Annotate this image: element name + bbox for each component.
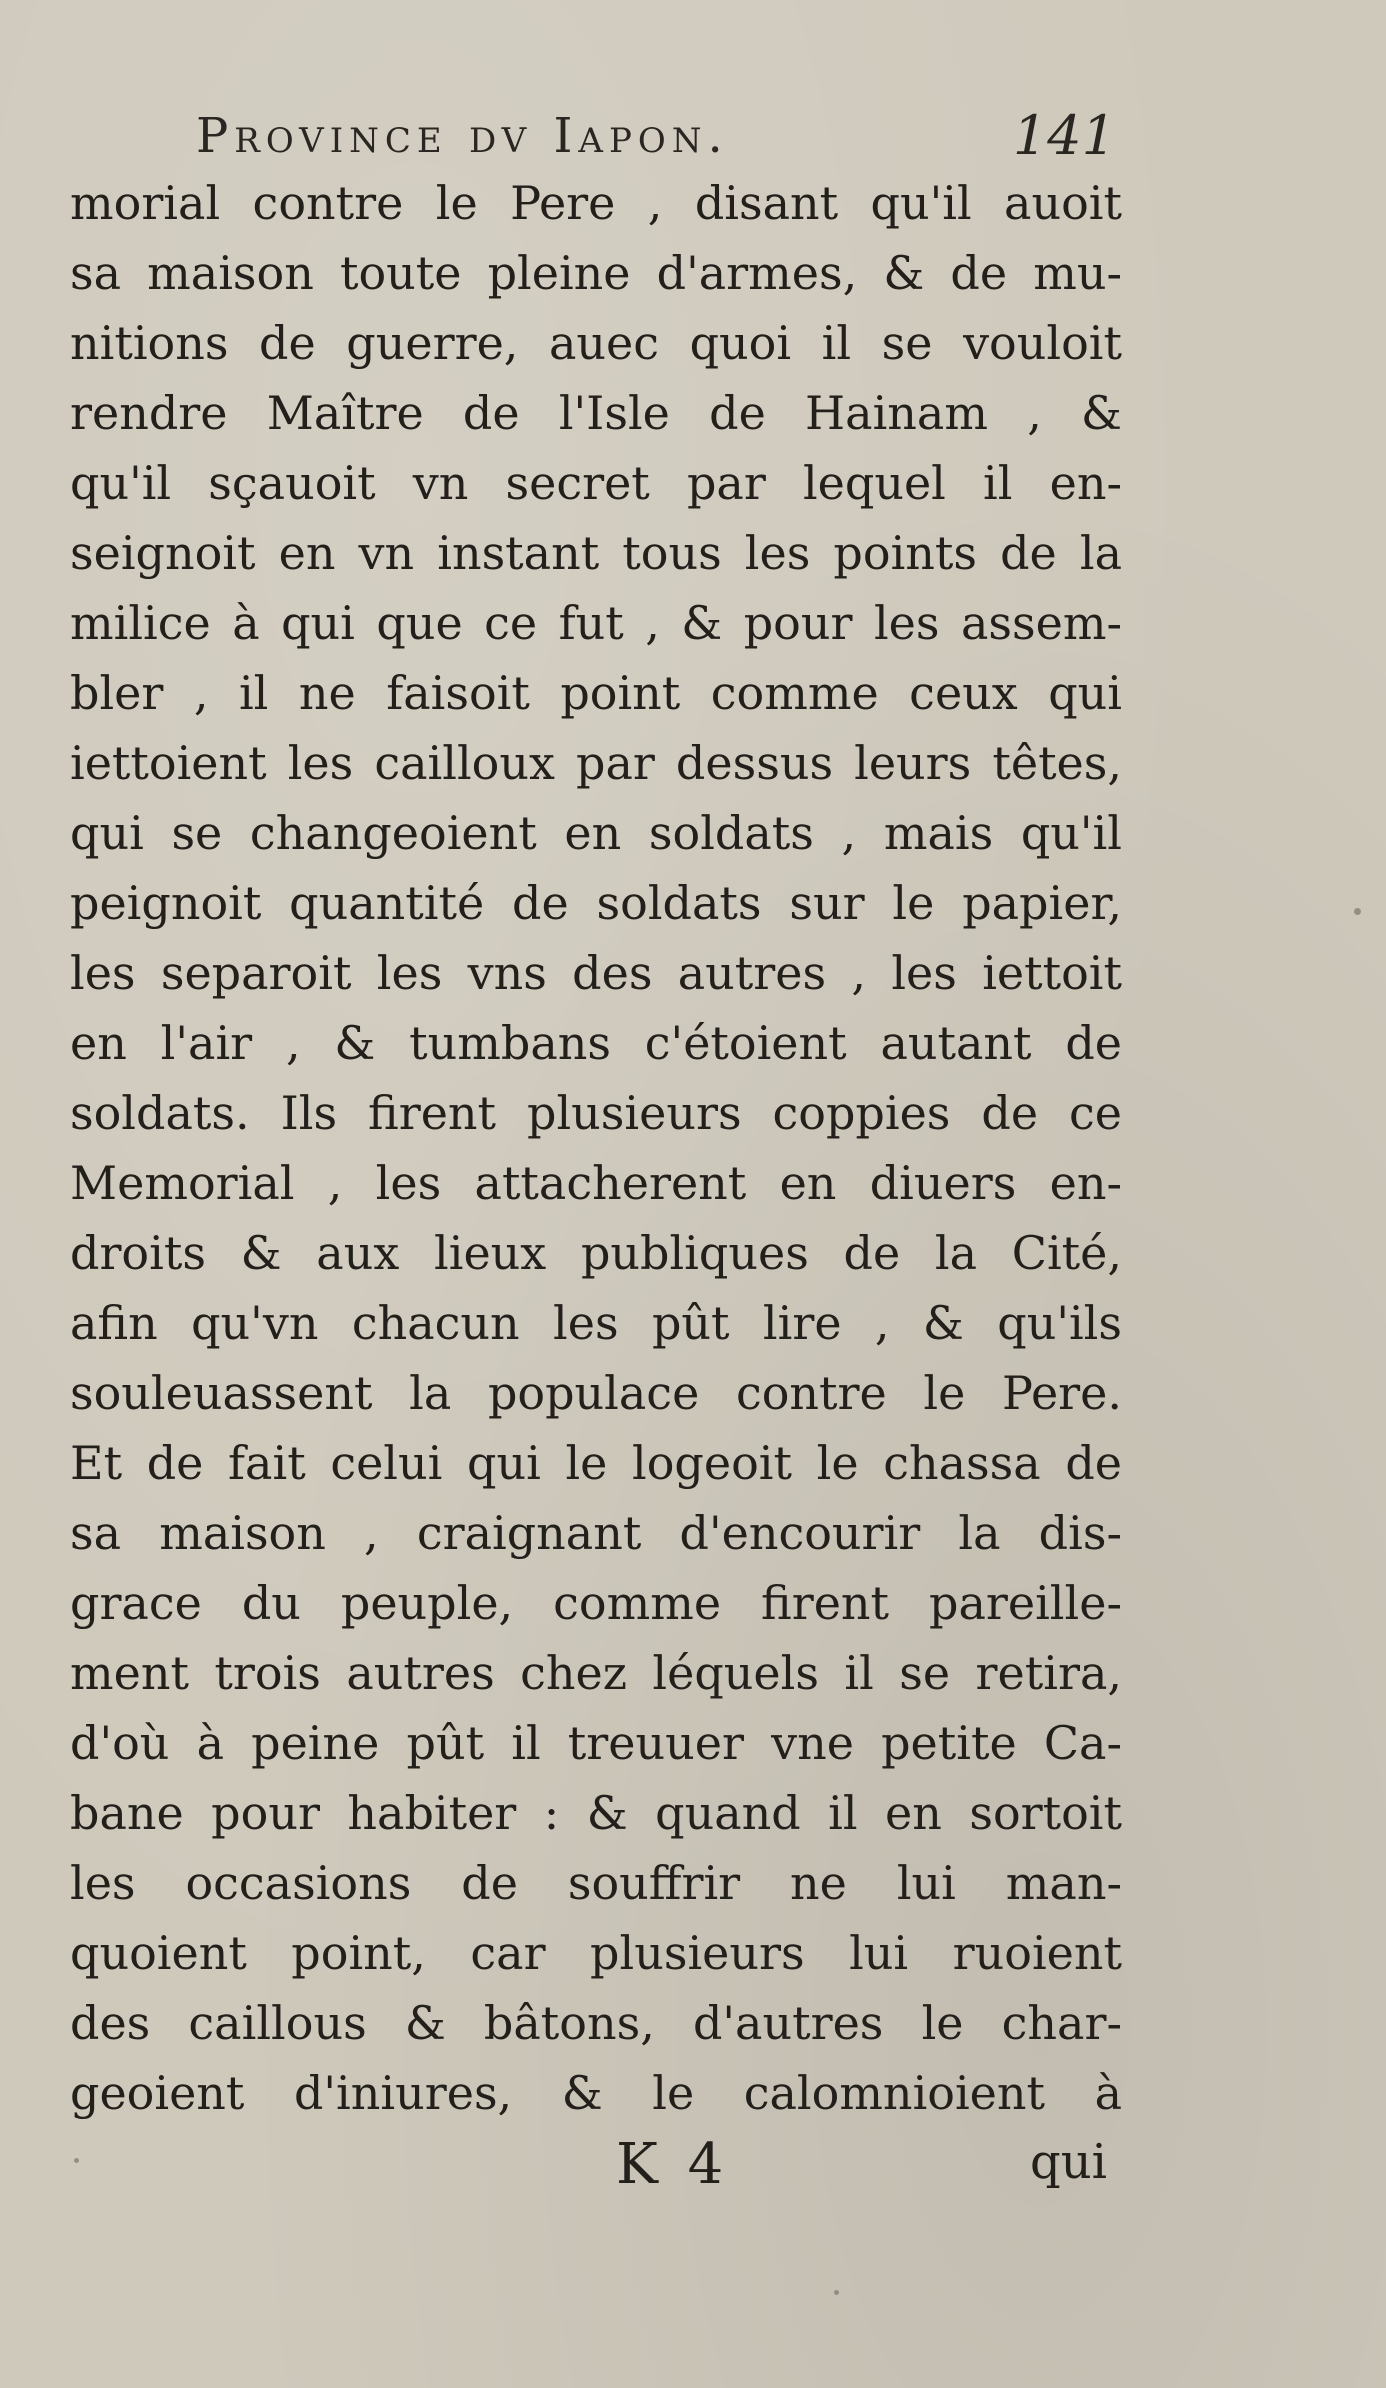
- catchword: qui: [1030, 2134, 1107, 2190]
- text-line: d'où à peine pût il treuuer vne petite Ca-: [70, 1716, 1122, 1770]
- text-line: qu'il sçauoit vn secret par lequel il en-: [70, 456, 1122, 510]
- text-line: geoient d'iniures, & le calomnioient à: [70, 2066, 1122, 2120]
- paper-speck: [1354, 908, 1361, 915]
- text-line: Memorial , les attacherent en diuers en-: [70, 1156, 1122, 1210]
- text-line: morial contre le Pere , disant qu'il auoit: [70, 176, 1122, 230]
- text-line: grace du peuple, comme firent pareille-: [70, 1576, 1122, 1630]
- text-line: les occasions de souffrir ne lui man-: [70, 1856, 1122, 1910]
- page-footer: [0, 2132, 1386, 2212]
- text-line: les separoit les vns des autres , les iettoit: [70, 946, 1122, 1000]
- paper-speck: [834, 2290, 839, 2295]
- text-line: bler , il ne faisoit point comme ceux qui: [70, 666, 1122, 720]
- text-line: qui se changeoient en soldats , mais qu'il: [70, 806, 1122, 860]
- text-line: iettoient les cailloux par dessus leurs têtes,: [70, 736, 1122, 790]
- signature-mark: K 4: [616, 2132, 730, 2197]
- text-line: seignoit en vn instant tous les points de la: [70, 526, 1122, 580]
- text-line: milice à qui que ce fut , & pour les assem-: [70, 596, 1122, 650]
- text-line: bane pour habiter : & quand il en sortoit: [70, 1786, 1122, 1840]
- text-line: afin qu'vn chacun les pût lire , & qu'ils: [70, 1296, 1122, 1350]
- text-line: en l'air , & tumbans c'étoient autant de: [70, 1016, 1122, 1070]
- text-line: sa maison , craignant d'encourir la dis-: [70, 1506, 1122, 1560]
- body-text: [70, 168, 1122, 2128]
- text-line: soldats. Ils firent plusieurs coppies de ce: [70, 1086, 1122, 1140]
- text-line: peignoit quantité de soldats sur le papier,: [70, 876, 1122, 930]
- text-line: sa maison toute pleine d'armes, & de mu-: [70, 246, 1122, 300]
- text-line: des caillous & bâtons, d'autres le char-: [70, 1996, 1122, 2050]
- text-line: souleuassent la populace contre le Pere.: [70, 1366, 1122, 1420]
- text-line: rendre Maître de l'Isle de Hainam , &: [70, 386, 1122, 440]
- page-number: 141: [1012, 104, 1116, 167]
- running-title: Province dv Iapon.: [196, 108, 729, 164]
- text-line: ment trois autres chez léquels il se retira,: [70, 1646, 1122, 1700]
- text-line: droits & aux lieux publiques de la Cité,: [70, 1226, 1122, 1280]
- text-line: nitions de guerre, auec quoi il se vouloit: [70, 316, 1122, 370]
- paper-speck: [74, 2158, 79, 2163]
- text-line: quoient point, car plusieurs lui ruoient: [70, 1926, 1122, 1980]
- text-line: Et de fait celui qui le logeoit le chassa de: [70, 1436, 1122, 1490]
